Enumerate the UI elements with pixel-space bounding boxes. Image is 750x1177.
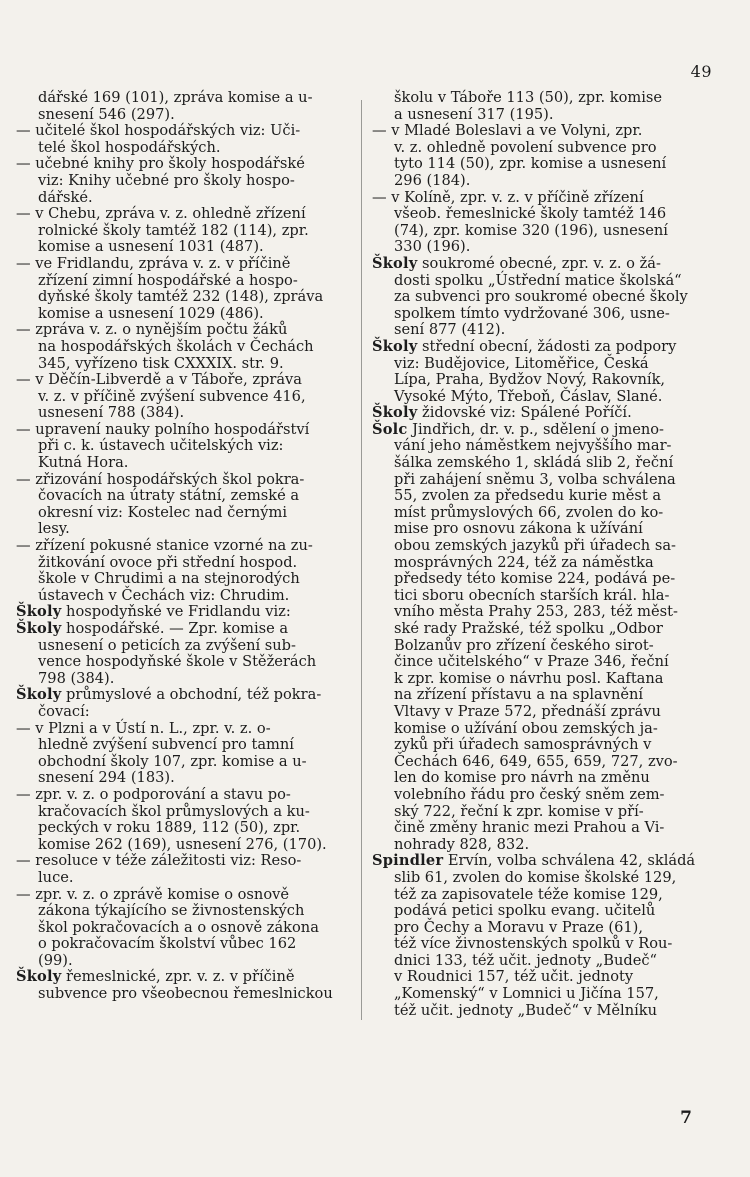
index-line: Vltavy v Praze 572, přednáší zprávu bbox=[394, 702, 661, 720]
index-line: — učebné knihy pro školy hospodářské bbox=[16, 155, 305, 173]
index-line: Bolzanův pro zřízení českého sirot- bbox=[394, 636, 654, 654]
index-line: — ve Fridlandu, zpráva v. z. v příčině bbox=[16, 254, 291, 272]
page-number: 49 bbox=[690, 62, 712, 81]
index-line: — upravení nauky polního hospodářství bbox=[16, 420, 310, 438]
index-line: na hospodářských školách v Čechách bbox=[38, 337, 314, 355]
index-line: peckých v roku 1889, 112 (50), zpr. bbox=[38, 819, 301, 837]
index-line: Čechách 646, 649, 655, 659, 727, zvo- bbox=[394, 752, 678, 770]
index-line: komise a usnesení 1029 (486). bbox=[38, 304, 264, 322]
index-line: též více živnostenských spolků v Rou- bbox=[394, 935, 673, 953]
index-line: školu v Táboře 113 (50), zpr. komise bbox=[394, 89, 663, 106]
index-line: ské rady Pražské, též spolku „Odbor bbox=[394, 620, 663, 637]
index-line: — zřízení pokusné stanice vzorné na zu- bbox=[16, 537, 313, 555]
index-line: 296 (184). bbox=[394, 171, 471, 189]
right-column bbox=[372, 90, 710, 1019]
index-line: usnesení o peticích za zvýšení sub- bbox=[38, 636, 296, 654]
index-line: kračovacích škol průmyslových a ku- bbox=[38, 802, 310, 820]
index-line: — resoluce v téže záležitosti viz: Reso- bbox=[16, 852, 302, 870]
index-line: škole v Chrudimi a na stejnorodých bbox=[38, 570, 300, 588]
index-line: — učitelé škol hospodářských viz: Uči- bbox=[16, 122, 301, 140]
index-line: za subvenci pro soukromé obecné školy bbox=[394, 288, 688, 306]
index-line: vního města Prahy 253, 283, též měst- bbox=[394, 603, 678, 621]
left-column bbox=[16, 90, 352, 1003]
index-line: v. z. ohledně povolení subvence pro bbox=[394, 138, 657, 156]
index-line: zyků při úřadech samosprávných v bbox=[394, 736, 652, 754]
index-line: okresní viz: Kostelec nad černými bbox=[38, 503, 288, 521]
sheet-number: 7 bbox=[680, 1108, 692, 1128]
index-line: dnici 133, též učit. jednoty „Budeč“ bbox=[394, 951, 657, 969]
index-line: rolnické školy tamtéž 182 (114), zpr. bbox=[38, 221, 309, 239]
index-line: dářské. bbox=[38, 188, 93, 206]
index-line: k zpr. komise o návrhu posl. Kaftana bbox=[394, 669, 664, 687]
index-line: Školy střední obecní, žádosti za podpory bbox=[372, 337, 677, 355]
index-line: šálka zemského 1, skládá slib 2, řeční bbox=[394, 454, 674, 472]
index-line: při zahájení sněmu 3, volba schválena bbox=[394, 470, 676, 488]
index-line: Školy řemeslnické, zpr. v. z. v příčině bbox=[16, 968, 295, 986]
index-line: usnesení 788 (384). bbox=[38, 404, 185, 422]
index-line: obou zemských jazyků při úřadech sa- bbox=[394, 537, 676, 555]
index-line: Školy hospodářské. — Zpr. komise a bbox=[16, 620, 289, 637]
index-line: v Roudnici 157, též učit. jednoty bbox=[394, 968, 634, 986]
index-line: slib 61, zvolen do komise školské 129, bbox=[394, 868, 677, 886]
index-line: Školy židovské viz: Spálené Poříčí. bbox=[372, 404, 632, 422]
index-line: 345, vyřízeno tisk CXXXIX. str. 9. bbox=[38, 354, 284, 372]
index-line: — zpráva v. z. o nynějším počtu žáků bbox=[16, 321, 288, 339]
index-line: snesení 294 (183). bbox=[38, 769, 175, 787]
index-line: — zřizování hospodářských škol pokra- bbox=[16, 470, 305, 488]
index-line: všeob. řemeslnické školy tamtéž 146 bbox=[394, 205, 667, 223]
index-line: komise a usnesení 1031 (487). bbox=[38, 238, 264, 256]
index-line: pro Čechy a Moravu v Praze (61), bbox=[394, 918, 643, 936]
index-line: Školy hospodyňské ve Fridlandu viz: bbox=[16, 603, 291, 621]
index-line: žitkování ovoce při střední hospod. bbox=[38, 553, 298, 571]
index-line: Školy soukromé obecné, zpr. v. z. o žá- bbox=[372, 254, 661, 272]
index-line: o pokračovacím školství vůbec 162 bbox=[38, 935, 297, 953]
index-line: lesy. bbox=[38, 520, 70, 538]
index-line: hledně zvýšení subvencí pro tamní bbox=[38, 736, 294, 754]
index-line: 330 (196). bbox=[394, 238, 471, 256]
index-line: čovacích na útraty státní, zemské a bbox=[38, 487, 300, 505]
index-line: — v Plzni a v Ústí n. L., zpr. v. z. o- bbox=[16, 719, 271, 737]
index-line: viz: Knihy učebné pro školy hospo- bbox=[38, 171, 295, 189]
index-line: při c. k. ústavech učitelských viz: bbox=[38, 437, 284, 455]
index-line: na zřízení přístavu a na splavnění bbox=[394, 686, 644, 704]
index-line: — v Kolíně, zpr. v. z. v příčině zřízení bbox=[372, 188, 644, 206]
index-line: luce. bbox=[38, 868, 74, 886]
index-line: míst průmyslových 66, zvolen do ko- bbox=[394, 503, 664, 521]
index-line: — zpr. v. z. o podporování a stavu po- bbox=[16, 785, 291, 803]
index-line: čince učitelského“ v Praze 346, řeční bbox=[394, 653, 669, 671]
index-line: škol pokračovacích a o osnově zákona bbox=[38, 918, 319, 936]
index-line: komise 262 (169), usnesení 276, (170). bbox=[38, 835, 327, 853]
index-line: 55, zvolen za předsedu kurie měst a bbox=[394, 487, 662, 505]
index-line: vání jeho náměstkem nejvyššího mar- bbox=[394, 437, 672, 455]
index-line: též za zapisovatele téže komise 129, bbox=[394, 885, 663, 903]
index-line: mise pro osnovu zákona k užívání bbox=[394, 520, 643, 538]
column-divider bbox=[361, 100, 362, 1020]
index-line: Šolc Jindřich, dr. v. p., sdělení o jmeno- bbox=[372, 420, 664, 438]
index-line: zřízení zimní hospodářské a hospo- bbox=[38, 271, 298, 289]
index-line: komise o užívání obou zemských ja- bbox=[394, 719, 658, 737]
index-line: sení 877 (412). bbox=[394, 321, 506, 339]
index-line: Kutná Hora. bbox=[38, 454, 129, 472]
index-line: obchodní školy 107, zpr. komise a u- bbox=[38, 752, 307, 770]
index-line: a usnesení 317 (195). bbox=[394, 105, 554, 123]
index-line: tici sboru obecních starších král. hla- bbox=[394, 586, 670, 604]
index-line: dářské 169 (101), zpráva komise a u- bbox=[38, 89, 313, 106]
index-line: 798 (384). bbox=[38, 669, 115, 687]
index-line: též učit. jednoty „Budeč“ v Mělníku bbox=[394, 1001, 658, 1019]
index-line: (99). bbox=[38, 951, 73, 969]
index-line: Školy průmyslové a obchodní, též pokra- bbox=[16, 686, 322, 704]
index-line: dyňské školy tamtéž 232 (148), zpráva bbox=[38, 288, 324, 306]
index-line: nohrady 828, 832. bbox=[394, 835, 530, 853]
index-line: v. z. v příčině zvýšení subvence 416, bbox=[38, 387, 306, 405]
index-line: telé škol hospodářských. bbox=[38, 138, 221, 156]
index-line: (74), zpr. komise 320 (196), usnesení bbox=[394, 221, 668, 239]
index-line: čovací: bbox=[38, 702, 90, 720]
index-line: Vysoké Mýto, Třeboň, Čáslav, Slané. bbox=[394, 387, 663, 405]
index-line: tyto 114 (50), zpr. komise a usnesení bbox=[394, 155, 667, 173]
index-line: — v Děčín-Libverdě a v Táboře, zpráva bbox=[16, 371, 302, 389]
index-line: — v Mladé Boleslavi a ve Volyni, zpr. bbox=[372, 122, 643, 140]
index-line: předsedy této komise 224, podává pe- bbox=[394, 570, 676, 588]
index-line: dosti spolku „Ústřední matice školská“ bbox=[394, 271, 682, 289]
index-line: zákona týkajícího se živnostenských bbox=[38, 902, 305, 920]
index-line: snesení 546 (297). bbox=[38, 105, 175, 123]
index-line: — v Chebu, zpráva v. z. ohledně zřízení bbox=[16, 205, 306, 223]
index-line: ústavech v Čechách viz: Chrudim. bbox=[38, 586, 290, 604]
index-line: len do komise pro návrh na změnu bbox=[394, 769, 650, 787]
index-line: mosprávných 224, též za náměstka bbox=[394, 553, 654, 571]
index-line: ský 722, řeční k zpr. komise v pří- bbox=[394, 802, 644, 820]
index-line: čině změny hranic mezi Prahou a Vi- bbox=[394, 819, 665, 837]
index-line: Spindler Ervín, volba schválena 42, skládá bbox=[372, 852, 696, 870]
index-line: vence hospodyňské škole v Stěžerách bbox=[38, 653, 317, 671]
index-line: viz: Budějovice, Litoměřice, Česká bbox=[394, 354, 649, 372]
index-line: subvence pro všeobecnou řemeslnickou bbox=[38, 985, 333, 1003]
index-line: — zpr. v. z. o zprávě komise o osnově bbox=[16, 885, 289, 903]
index-line: „Komenský“ v Lomnici u Jičína 157, bbox=[394, 985, 659, 1003]
index-line: volebního řádu pro český sněm zem- bbox=[394, 785, 665, 803]
index-line: spolkem tímto vydržované 306, usne- bbox=[394, 304, 670, 322]
index-line: Lípa, Praha, Bydžov Nový, Rakovník, bbox=[394, 371, 666, 389]
index-line: podává petici spolku evang. učitelů bbox=[394, 902, 656, 920]
